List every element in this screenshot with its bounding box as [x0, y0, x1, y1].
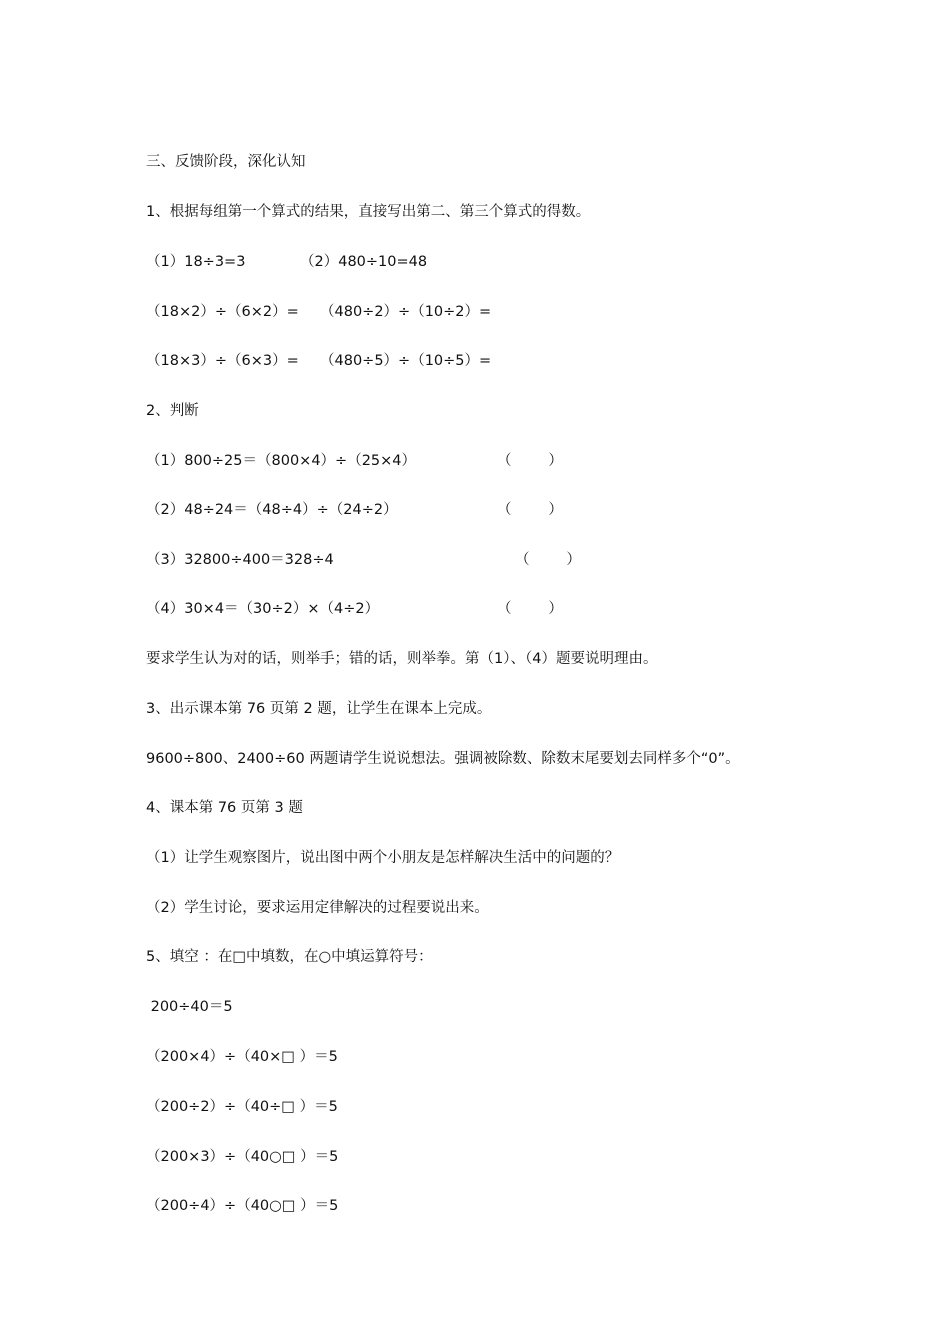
q2-heading: 2、判断	[146, 403, 199, 419]
q2-item-2-blank: （ ）	[497, 502, 563, 518]
q2-item-4: （4）30×4＝（30÷2）×（4÷2）	[146, 601, 380, 617]
q2-item-1: （1）800÷25＝（800×4）÷（25×4）	[146, 453, 417, 469]
q2-item-3: （3）32800÷400＝328÷4	[146, 552, 334, 568]
q5-item-3: （200÷2）÷（40÷□ ）＝5	[146, 1099, 338, 1115]
q5-item-4: （200×3）÷（40○□ ）＝5	[146, 1149, 339, 1165]
q1-row2-left: （18×2）÷（6×2）=	[146, 304, 299, 320]
q3-heading: 3、出示课本第 76 页第 2 题，让学生在课本上完成。	[146, 701, 492, 717]
q4-item-2: （2）学生讨论，要求运用定律解决的过程要说出来。	[146, 900, 489, 916]
q2-item-4-blank: （ ）	[497, 601, 563, 617]
q5-item-1: 200÷40＝5	[146, 999, 233, 1015]
q5-heading: 5、填空 ：在□中填数，在○中填运算符号：	[146, 949, 433, 965]
q5-item-5: （200÷4）÷（40○□ ）＝5	[146, 1198, 339, 1214]
q2-item-3-blank: （ ）	[515, 552, 581, 568]
q1-heading: 1、根据每组第一个算式的结果，直接写出第二、第三个算式的得数。	[146, 204, 591, 220]
q1-row3-left: （18×3）÷（6×3）=	[146, 353, 299, 369]
q4-item-1: （1）让学生观察图片，说出图中两个小朋友是怎样解决生活中的问题的？	[146, 850, 620, 866]
q4-heading: 4、课本第 76 页第 3 题	[146, 800, 303, 816]
q3-note: 9600÷800、2400÷60 两题请学生说说想法。强调被除数、除数末尾要划去同样多个“0”。	[146, 751, 740, 767]
q2-item-2: （2）48÷24＝（48÷4）÷（24÷2）	[146, 502, 398, 518]
q1-row2-right: （480÷2）÷（10÷2）=	[320, 304, 492, 320]
q2-note: 要求学生认为对的话，则举手；错的话，则举拳。第（1）、（4）题要说明理由。	[146, 651, 658, 667]
q1-row3-right: （480÷5）÷（10÷5）=	[320, 353, 492, 369]
q5-item-2: （200×4）÷（40×□ ）＝5	[146, 1049, 338, 1065]
q1-row1-left: （1）18÷3=3	[146, 254, 246, 270]
q1-row1-right: （2）480÷10=48	[300, 254, 428, 270]
section-title: 三、反馈阶段，深化认知	[146, 154, 306, 170]
q2-item-1-blank: （ ）	[497, 453, 563, 469]
